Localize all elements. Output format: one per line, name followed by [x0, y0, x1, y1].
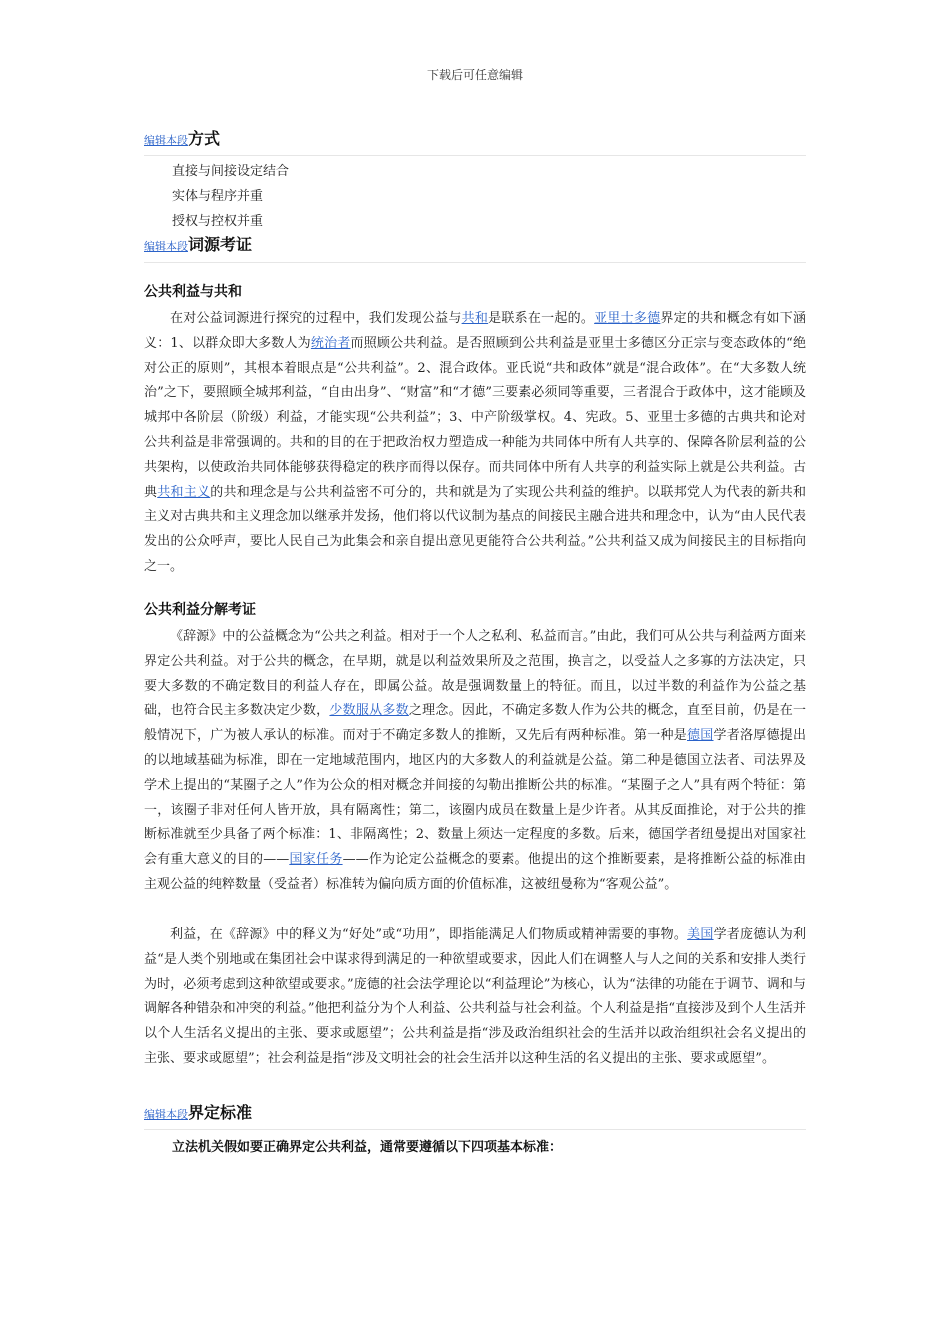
edit-section-link[interactable]: 编辑本段	[144, 240, 188, 253]
text-run: 在对公益词源进行探究的过程中，我们发现公益与	[170, 311, 462, 326]
list-item: 授权与控权并重	[172, 214, 264, 229]
edit-section-link[interactable]: 编辑本段	[144, 1108, 188, 1121]
text-run: 利益，在《辞源》中的释义为“好处”或“功用”，即指能满足人们物质或精神需要的事物。	[170, 927, 688, 942]
text-run: 的共和理念是与公共利益密不可分的，共和就是为了实现公共利益的维护。以联邦党人为代表的新共和主义对古典共和主义理念加以继承并发扬，他们将以代议制为基点的间接民主融合进共和理念中，认为“由人民代表发出的公众呼声，要比人民自己为此集会和亲自提出意见更能符合公共利益。”公共利益又成为间接民主的目标指向之一。	[144, 484, 806, 574]
link-tongzhizhe[interactable]: 统治者	[310, 335, 351, 351]
section-heading-fangshi	[144, 126, 806, 156]
list-item: 实体与程序并重	[172, 189, 264, 204]
lead-sentence: 立法机关假如要正确界定公共利益，通常要遵循以下四项基本标准：	[172, 1140, 563, 1155]
section-title: 词源考证	[188, 235, 253, 254]
edit-section-link[interactable]: 编辑本段	[144, 134, 188, 147]
text-run: 界定的共和概念有如下涵义：1、以群众即大多数人为	[144, 311, 806, 351]
link-guojia-renwu[interactable]: 国家任务	[289, 852, 343, 868]
list-item: 直接与间接设定结合	[172, 164, 290, 179]
link-meiguo[interactable]: 美国	[687, 927, 714, 942]
section-title: 界定标准	[188, 1103, 253, 1122]
paragraph	[144, 923, 806, 1072]
text-run: 学者庞德认为利益“是人类个别地或在集团社会中谋求得到满足的一种欲望或要求，因此人们在调整人与人之间的关系和安排人类行为时，必须考虑到这种欲望或要求。”庞德的社会法学理论以“利益理论”为核心，认为“法律的功能在于调节、调和与调解各种错杂和冲突的利益。”他把利益分为个人利益、公共利益与社会利益。个人利益是指“直接涉及到个人生活并以个人生活名义提出的主张、要求或愿望”；公共利益是指“涉及政治组织社会的生活并以政治组织社会名义提出的主张、要求或愿望”；社会利益是指“涉及文明社会的社会生活并以这种生活的名义提出的主张、要求或愿望”。	[144, 927, 806, 1066]
text-run: 是联系在一起的。	[488, 311, 595, 326]
page-header-note: 下载后可任意编辑	[426, 68, 523, 82]
text-run: ——作为论定公益概念的要素。他提出的这个推断要素，是将推断公益的标准由主观公益的纯粹数量（受益者）标准转为偏向质方面的价值标准，这被纽曼称为“客观公益”。	[144, 852, 806, 892]
paragraph	[144, 625, 806, 898]
link-deguo[interactable]: 德国	[687, 728, 714, 744]
link-gonghezhuyi[interactable]: 共和主义	[157, 484, 211, 500]
text-run: 《辞源》中的公益概念为“公共之利益。相对于一个人之私利、私益而言。”由此，我们可从公共与利益两方面来界定公共利益。对于公共的概念，在早期，就是以利益效果所及之范围，换言之，以受益人之多寡的方法决定，只要大多数的不确定数目的利益人存在，即属公益。故是强调数量上的特征。而且，以过半数的利益作为公益之基础，也符合民主多数决定少数，	[144, 629, 806, 719]
link-gonghe[interactable]: 共和	[461, 311, 489, 326]
subheading-fenjie-kaozheng: 公共利益分解考证	[144, 602, 256, 618]
subheading-gongyi-gonghe: 公共利益与共和	[144, 284, 242, 300]
paragraph	[144, 307, 806, 580]
section-title: 方式	[188, 129, 221, 148]
link-shaoshu-fucong-duoshu[interactable]: 少数服从多数	[329, 703, 409, 719]
link-aristotle[interactable]: 亚里士多德	[594, 311, 661, 326]
text-run: 而照顾公共利益。是否照顾到公共利益是亚里士多德区分正宗与变态政体的“绝对公正的原则”，其根本着眼点是“公共利益”。2、混合政体。亚氏说“共和政体”就是“混合政体”。在“大多数人统治”之下，要照顾全城邦利益，“自由出身”、“财富”和“才德”三要素必须同等重要，三者混合于政体中，这才能顾及城邦中各阶层（阶级）利益，才能实现“公共利益”；3、中产阶级掌权。4、宪政。5、亚里士多德的古典共和论对公共利益是非常强调的。共和的目的在于把政治权力塑造成一种能为共同体中所有人共享的、保障各阶层利益的公共架构，以使政治共同体能够获得稳定的秩序而得以保存。而共同体中所有人共享的利益实际上就是公共利益。古典	[144, 335, 806, 500]
section-heading-ciyuan	[144, 232, 806, 263]
section-heading-jieding	[144, 1100, 806, 1130]
text-run: 学者洛厚德提出的以地域基础为标准，即在一定地域范围内，地区内的大多数人的利益就是公益。第二种是德国立法者、司法界及学术上提出的“某圈子之人”作为公众的相对概念并间接的勾勒出推断公共的标准。“某圈子之人”具有两个特征：第一，该圈子非对任何人皆开放，具有隔离性；第二，该圈内成员在数量上是少许者。从其反面推论，对于公共的推断标准就至少具备了两个标准：1、非隔离性；2、数量上须达一定程度的多数。后来，德国学者纽曼提出对国家社会有重大意义的目的——	[144, 728, 806, 868]
text-run: 之理念。因此，不确定多数人作为公共的概念，直至目前，仍是在一般情况下，广为被人承认的标准。而对于不确定多数人的推断，又先后有两种标准。第一种是	[144, 703, 806, 744]
